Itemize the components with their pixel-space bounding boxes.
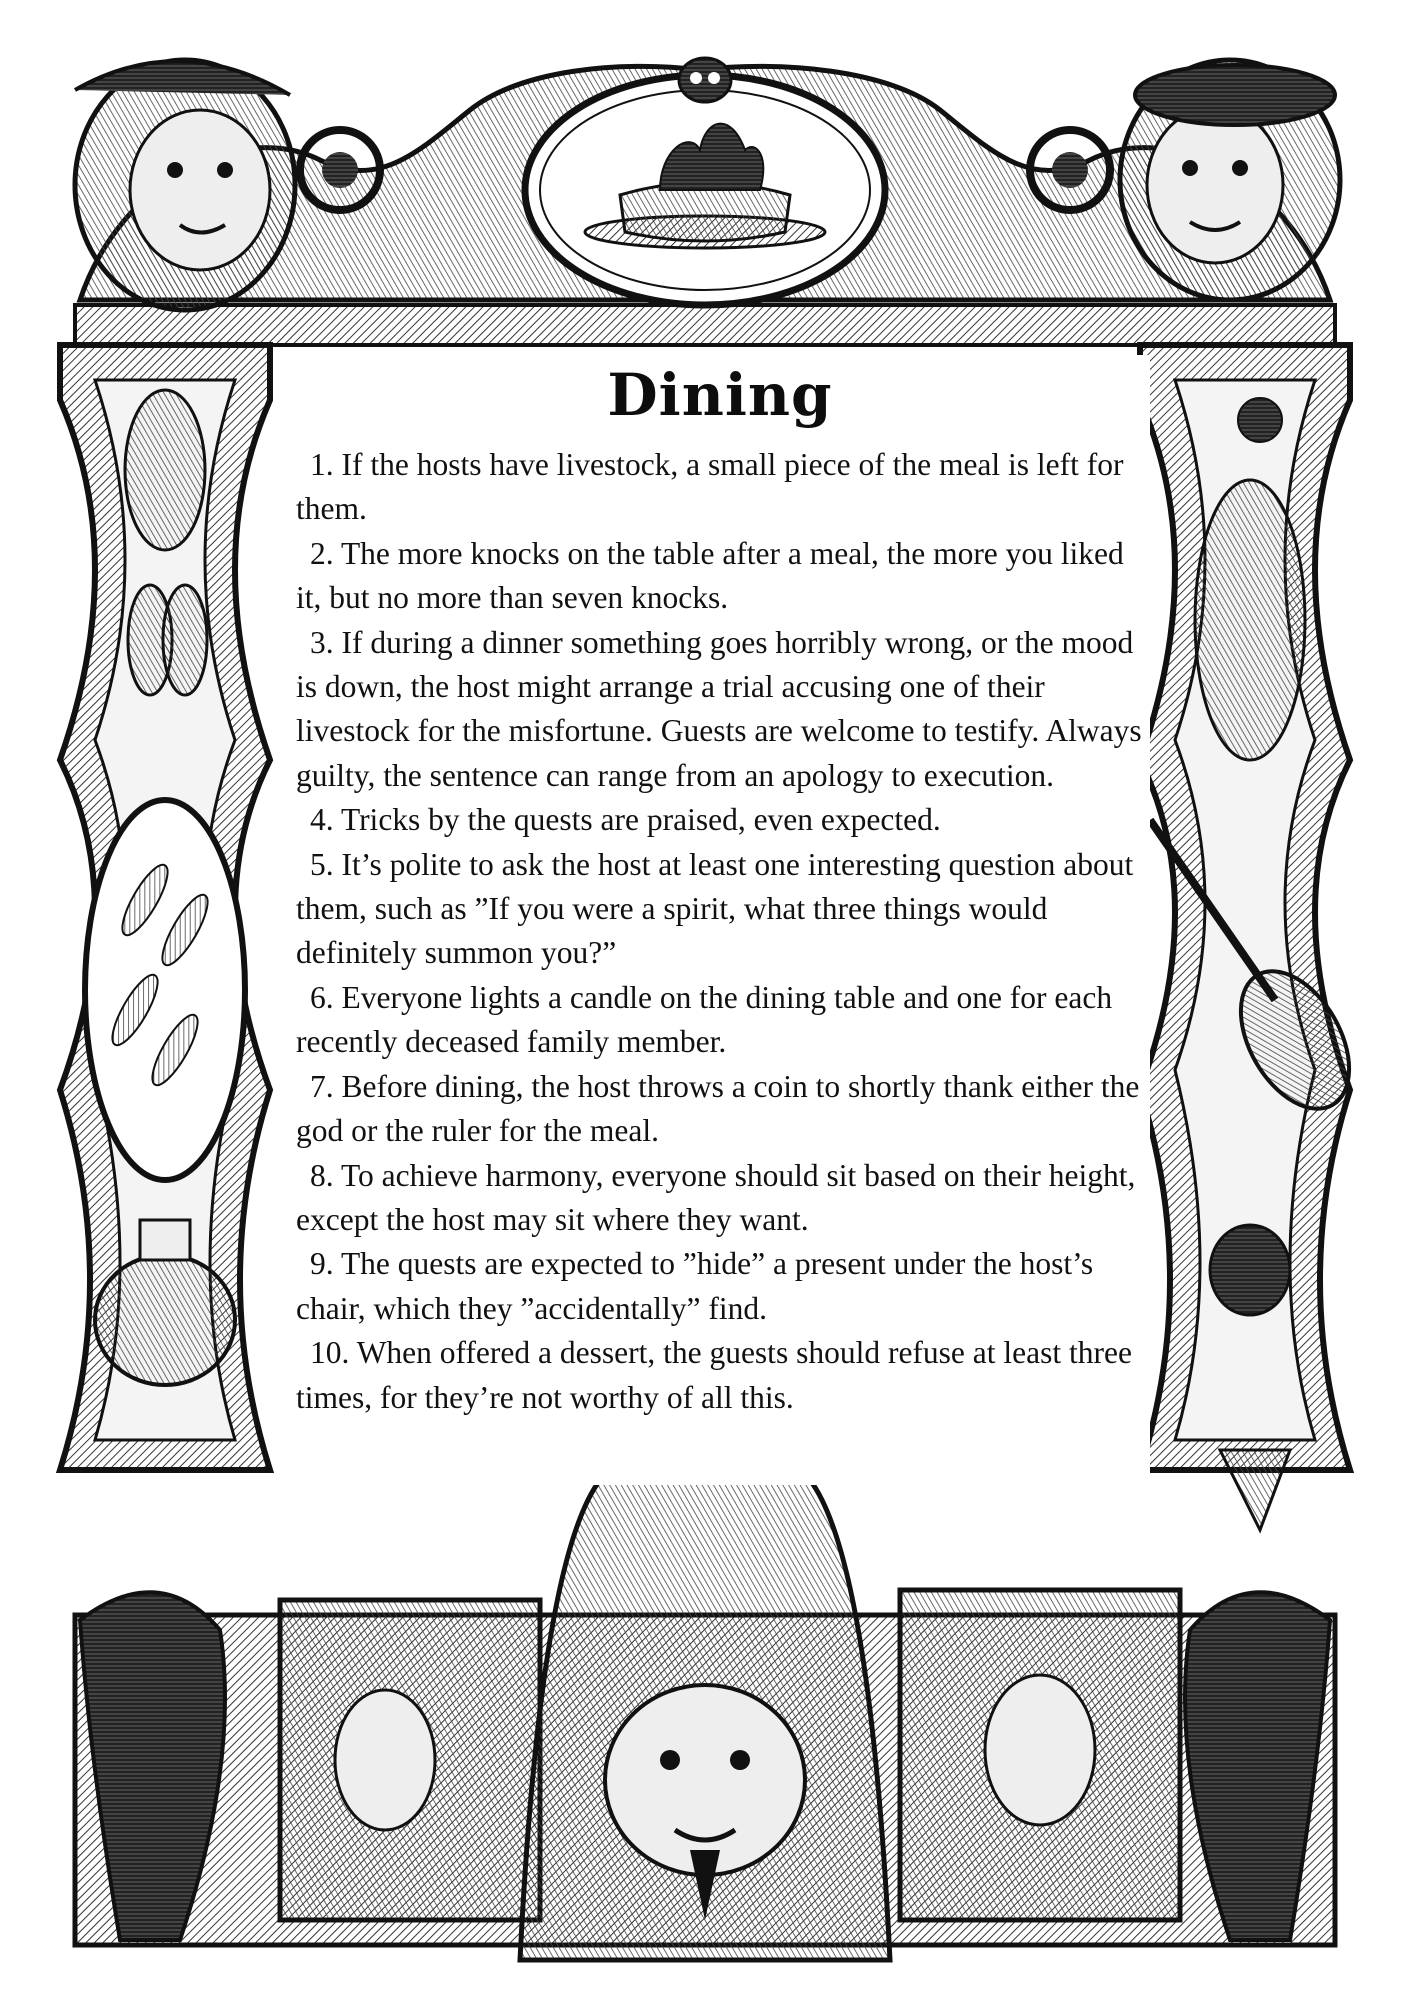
rule-text: When offered a dessert, the guests should refuse at least three times, for they’re not worthy of all this. xyxy=(296,1335,1132,1415)
rule-text: If during a dinner something goes horribly wrong, or the mood is down, the host might arrange a trial accusing one of their livestock for the misfortune. Guests are welcome to testify. Always guilty, the sentence can range from an apology to execution. xyxy=(296,624,1142,793)
page-title: Dining xyxy=(607,361,833,429)
rules-list xyxy=(296,443,1148,1420)
left-pillar xyxy=(60,345,270,1470)
rule-text: It’s polite to ask the host at least one interesting question about them, such as ”If you were a spirit, what three things would definitely summon you?” xyxy=(296,846,1134,971)
rule-number: 8. xyxy=(310,1157,334,1193)
rule-number: 10. xyxy=(310,1335,350,1371)
right-pillar xyxy=(1140,345,1371,1530)
rule-number: 1. xyxy=(310,447,334,482)
rule-number: 9. xyxy=(310,1246,334,1282)
rule-text: To achieve harmony, everyone should sit based on their height, except the host may sit where they want. xyxy=(296,1157,1136,1237)
rule-number: 4. xyxy=(310,802,334,838)
rule-text: Everyone lights a candle on the dining table and one for each recently deceased family member. xyxy=(296,979,1113,1060)
rule-number: 7. xyxy=(310,1068,334,1104)
rule-number: 5. xyxy=(310,846,334,882)
rule-number: 6. xyxy=(310,979,334,1015)
rule-text: The more knocks on the table after a meal, the more you liked it, but no more than seven knocks. xyxy=(296,535,1124,616)
rule-item xyxy=(296,532,1148,621)
text-panel xyxy=(290,355,1150,1485)
top-right-grotesque-face xyxy=(1120,60,1340,300)
rule-item xyxy=(296,1065,1148,1154)
rule-item xyxy=(296,443,1148,532)
rule-number: 3. xyxy=(310,624,334,660)
top-left-grotesque-face xyxy=(75,60,295,310)
rule-item xyxy=(296,843,1148,976)
rule-text: If the hosts have livestock, a small piece of the meal is left for them. xyxy=(296,447,1124,527)
rule-item xyxy=(296,1331,1148,1420)
rule-item xyxy=(296,621,1148,799)
rule-item xyxy=(296,976,1148,1065)
rule-number: 2. xyxy=(310,535,334,571)
bottom-ornament xyxy=(75,1455,1335,1960)
rule-item xyxy=(296,1154,1148,1243)
rule-text: Tricks by the quests are praised, even expected. xyxy=(340,802,941,838)
rule-item xyxy=(296,798,1148,842)
rule-text: The quests are expected to ”hide” a present under the host’s chair, which they ”accidentally” find. xyxy=(296,1246,1094,1326)
rule-text: Before dining, the host throws a coin to shortly thank either the god or the ruler for the meal. xyxy=(296,1068,1140,1149)
rule-item xyxy=(296,1242,1148,1331)
